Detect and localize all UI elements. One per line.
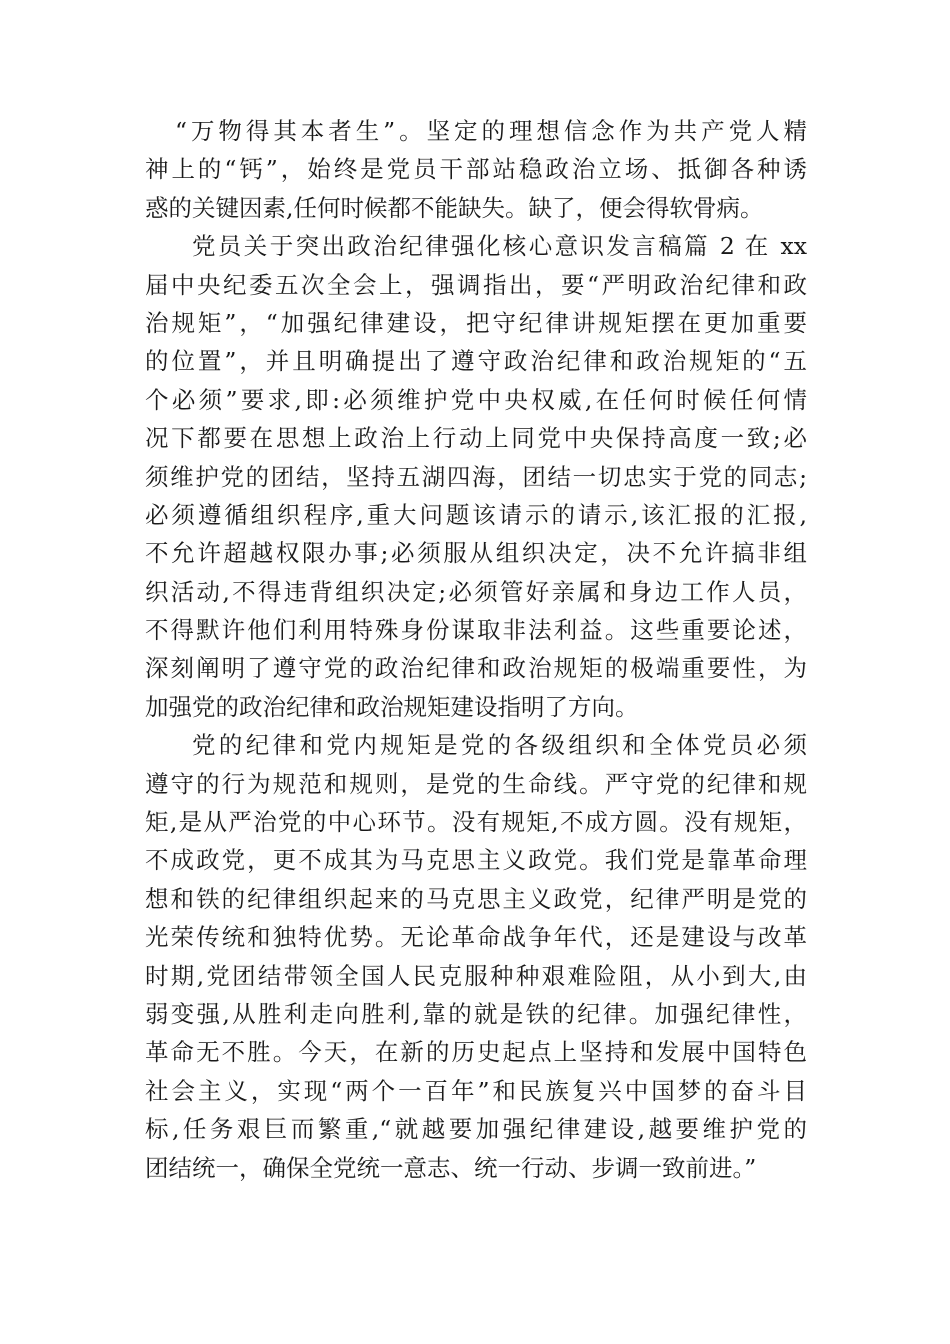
text-line: 革命无不胜。今天，在新的历史起点上坚持和发展中国特色 [145,1038,807,1067]
text-line: 团结统一，确保全党统一意志、统一行动、步调一致前进。” [145,1153,757,1182]
text-line: 弱变强,从胜利走向胜利,靠的就是铁的纪律。加强纪律性， [145,999,807,1028]
text-line: 个必须”要求,即:必须维护党中央权威,在任何时候任何情 [145,385,807,414]
text-line: 深刻阐明了遵守党的政治纪律和政治规矩的极端重要性，为 [145,654,807,683]
text-line: 想和铁的纪律组织起来的马克思主义政党，纪律严明是党的 [145,884,807,913]
text-line: 遵守的行为规范和规则，是党的生命线。严守党的纪律和规 [145,769,807,798]
text-line: 须维护党的团结，坚持五湖四海，团结一切忠实于党的同志; [145,462,807,491]
text-line: 届中央纪委五次全会上，强调指出，要“严明政治纪律和政 [145,270,807,299]
text-line: 不成政党，更不成其为马克思主义政党。我们党是靠革命理 [145,846,807,875]
text-line: 矩,是从严治党的中心环节。没有规矩,不成方圆。没有规矩， [145,808,807,837]
text-line: 不允许超越权限办事;必须服从组织决定，决不允许搞非组 [145,539,807,568]
text-line: 治规矩”，“加强纪律建设，把守纪律讲规矩摆在更加重要 [145,308,807,337]
text-line: 党员关于突出政治纪律强化核心意识发言稿篇 2 在 xx [192,232,807,261]
text-line: 光荣传统和独特优势。无论革命战争年代，还是建设与改革 [145,923,807,952]
document-body [145,112,807,1187]
text-line: 神上的“钙”，始终是党员干部站稳政治立场、抵御各种诱 [145,155,807,184]
text-line: 时期,党团结带领全国人民克服种种艰难险阻，从小到大,由 [145,961,807,990]
text-line: 的位置”，并且明确提出了遵守政治纪律和政治规矩的“五 [145,347,807,376]
text-line: 况下都要在思想上政治上行动上同党中央保持高度一致;必 [145,424,807,453]
text-line: 惑的关键因素,任何时候都不能缺失。缺了，便会得软骨病。 [145,193,764,222]
text-line: “万物得其本者生”。坚定的理想信念作为共产党人精 [175,117,807,145]
text-line: 不得默许他们利用特殊身份谋取非法利益。这些重要论述， [145,616,807,645]
text-line: 标,任务艰巨而繁重,“就越要加强纪律建设,越要维护党的 [145,1115,807,1144]
text-line: 社会主义，实现“两个一百年”和民族复兴中国梦的奋斗目 [145,1076,807,1105]
text-line: 织活动,不得违背组织决定;必须管好亲属和身边工作人员， [145,577,807,606]
text-line: 党的纪律和党内规矩是党的各级组织和全体党员必须 [192,731,807,760]
text-line: 必须遵循组织程序,重大问题该请示的请示,该汇报的汇报, [145,500,807,529]
text-line: 加强党的政治纪律和政治规矩建设指明了方向。 [145,692,639,721]
